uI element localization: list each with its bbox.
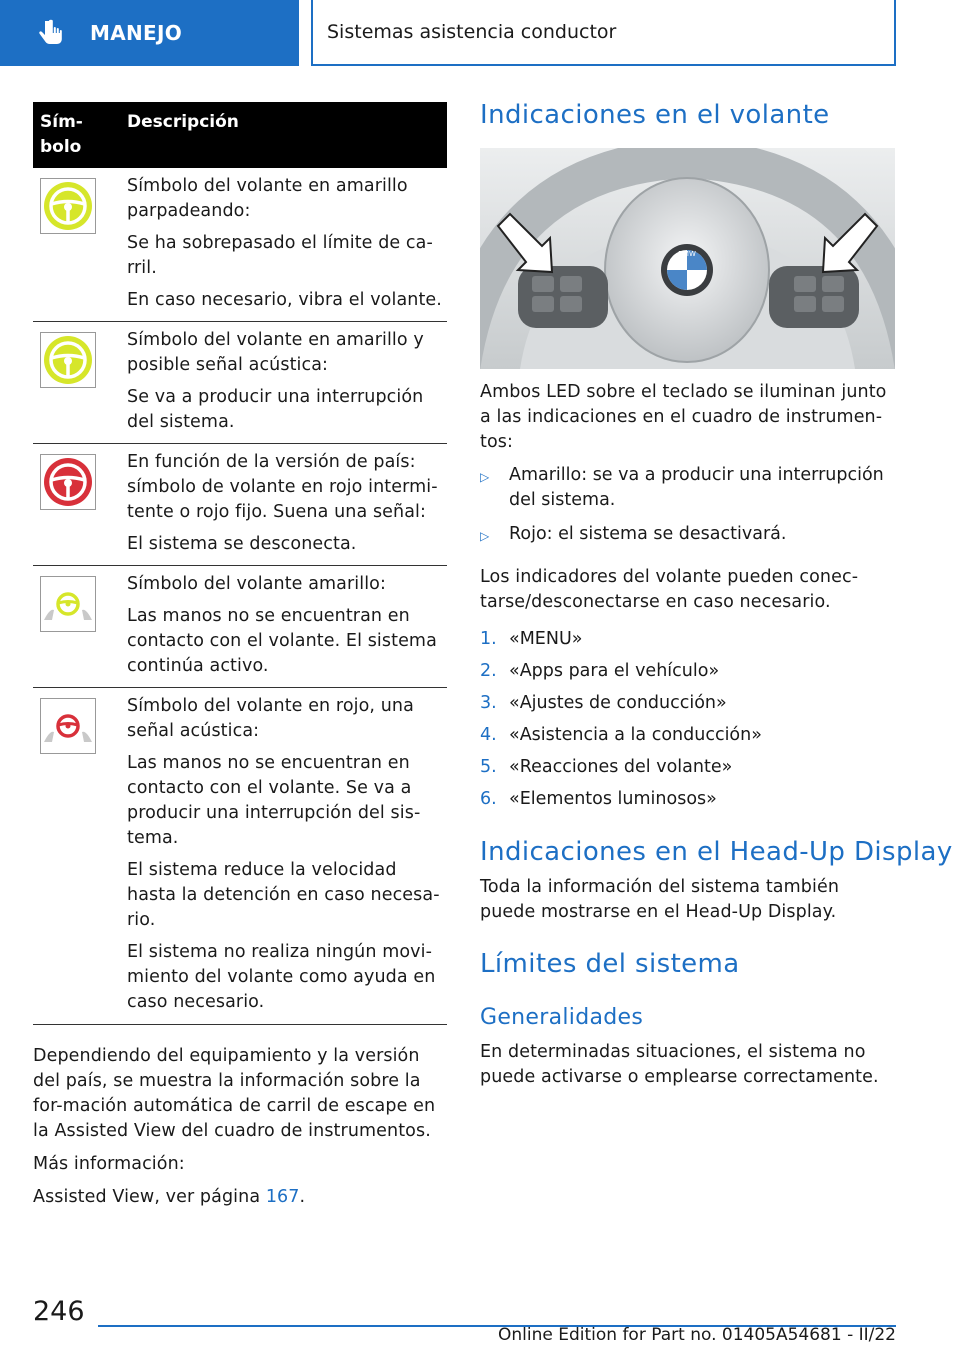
page-header: [0, 0, 960, 66]
intro-paragraph: Ambos LED sobre el teclado se iluminan junto a las indicaciones en el cuadro de instrumen-tos:: [480, 382, 887, 452]
paragraph: Más información:: [33, 1154, 185, 1174]
table-header: [33, 102, 447, 168]
triangle-bullet-icon: ▷: [480, 470, 490, 484]
steering-wheel-illustration: [480, 148, 895, 369]
symbol-cell: [33, 322, 127, 443]
step-item: [480, 755, 896, 787]
step-text: «Reacciones del volante»: [509, 757, 733, 777]
steering-wheel-red-icon: [40, 454, 96, 510]
symbol-table: [33, 102, 447, 1025]
numbered-steps: [480, 627, 896, 819]
description-text: Símbolo del volante en rojo, una señal acústica:: [127, 696, 414, 741]
steering-wheel-hands-red-icon: [40, 698, 96, 754]
page-link[interactable]: 167: [265, 1187, 300, 1207]
subsection-heading: Generalidades: [480, 1005, 644, 1030]
step-text: «MENU»: [509, 629, 583, 649]
step-item: [480, 659, 896, 691]
reference-suffix: .: [299, 1187, 306, 1207]
description-text: Las manos no se encuentran en contacto con el volante. Se va a producir una interrupción del sis-tema.: [127, 753, 421, 848]
bullet-list: [480, 463, 896, 549]
column-header-symbol-line1: Sím-: [40, 112, 83, 132]
symbol-cell: [33, 168, 127, 321]
description-text: Símbolo del volante en amarillo parpadeando:: [127, 176, 408, 221]
description-text: El sistema no realiza ningún movi-miento del volante como ayuda en caso necesario.: [127, 942, 436, 1012]
description-text: Símbolo del volante en amarillo y posible señal acústica:: [127, 330, 424, 375]
step-number: 4.: [480, 725, 497, 745]
table-row: [33, 566, 447, 688]
step-text: «Ajustes de conducción»: [509, 693, 727, 713]
section-heading: Indicaciones en el volante: [480, 100, 830, 130]
hand-pointer-icon: [36, 17, 68, 49]
steering-wheel-photo: [480, 148, 895, 369]
description-text: Las manos no se encuentran en contacto con el volante. El sistema continúa activo.: [127, 606, 437, 676]
list-item: [480, 463, 896, 513]
table-row: [33, 168, 447, 322]
description-cell: [127, 322, 447, 443]
section-tab[interactable]: [0, 0, 299, 66]
list-item-text: Amarillo: se va a producir una interrupción del sistema.: [509, 465, 884, 510]
section-heading: Límites del sistema: [480, 949, 740, 979]
column-header-description: Descripción: [127, 112, 239, 132]
description-text: El sistema se desconecta.: [127, 534, 357, 554]
table-row: [33, 688, 447, 1025]
reference-prefix: Assisted View, ver página: [33, 1187, 266, 1207]
section-tab-label: MANEJO: [90, 21, 183, 45]
list-item-text: Rojo: el sistema se desactivará.: [509, 524, 787, 544]
bmw-logo-text: BMW: [678, 250, 696, 258]
list-item: [480, 522, 896, 549]
description-text: Se ha sobrepasado el límite de ca-rril.: [127, 233, 433, 278]
steering-wheel-yellow-icon: [40, 178, 96, 234]
table-row: [33, 322, 447, 444]
paragraph: En determinadas situaciones, el sistema no puede activarse o emplearse correctamente.: [480, 1042, 879, 1087]
description-text: En caso necesario, vibra el volante.: [127, 290, 442, 310]
step-number: 1.: [480, 629, 497, 649]
symbol-cell: [33, 688, 127, 1024]
paragraph: Los indicadores del volante pueden conec-tarse/desconectarse en caso necesario.: [480, 567, 859, 612]
left-body-text: [33, 1044, 449, 1218]
symbol-cell: [33, 566, 127, 687]
column-header-symbol-line2: bolo: [40, 137, 82, 157]
step-item: [480, 787, 896, 819]
description-text: El sistema reduce la velocidad hasta la detención en caso necesa-rio.: [127, 860, 440, 930]
step-number: 3.: [480, 693, 497, 713]
paragraph: [33, 1185, 449, 1210]
symbol-cell: [33, 444, 127, 565]
page-number: 246: [33, 1296, 85, 1327]
steering-wheel-hands-yellow-icon: [40, 576, 96, 632]
step-number: 5.: [480, 757, 497, 777]
description-cell: [127, 566, 447, 687]
description-text: Símbolo del volante amarillo:: [127, 574, 386, 594]
step-number: 6.: [480, 789, 497, 809]
step-item: [480, 627, 896, 659]
description-cell: [127, 688, 447, 1024]
section-heading: Indicaciones en el Head-Up Display: [480, 837, 953, 867]
table-row: [33, 444, 447, 566]
step-text: «Elementos luminosos»: [509, 789, 717, 809]
edition-text: Online Edition for Part no. 01405A54681 - II/22: [497, 1325, 896, 1345]
page-title: Sistemas asistencia conductor: [311, 0, 896, 66]
description-text: Se va a producir una interrupción del sistema.: [127, 387, 424, 432]
step-text: «Apps para el vehículo»: [509, 661, 720, 681]
step-text: «Asistencia a la conducción»: [509, 725, 762, 745]
triangle-bullet-icon: ▷: [480, 529, 490, 543]
paragraph: Dependiendo del equipamiento y la versión del país, se muestra la información sobre la for-mación automática de carril de escape en la Assisted View del cuadro de instrumentos.: [33, 1046, 436, 1141]
step-item: [480, 723, 896, 755]
steering-wheel-yellow-icon: [40, 332, 96, 388]
column-header-symbol: [33, 102, 127, 168]
description-cell: [127, 168, 447, 321]
paragraph: Toda la información del sistema también puede mostrarse en el Head-Up Display.: [480, 877, 840, 922]
description-text: En función de la versión de país: símbolo de volante en rojo intermi-tente o rojo fijo. Suena una señal:: [127, 452, 438, 522]
step-item: [480, 691, 896, 723]
step-number: 2.: [480, 661, 497, 681]
description-cell: [127, 444, 447, 565]
